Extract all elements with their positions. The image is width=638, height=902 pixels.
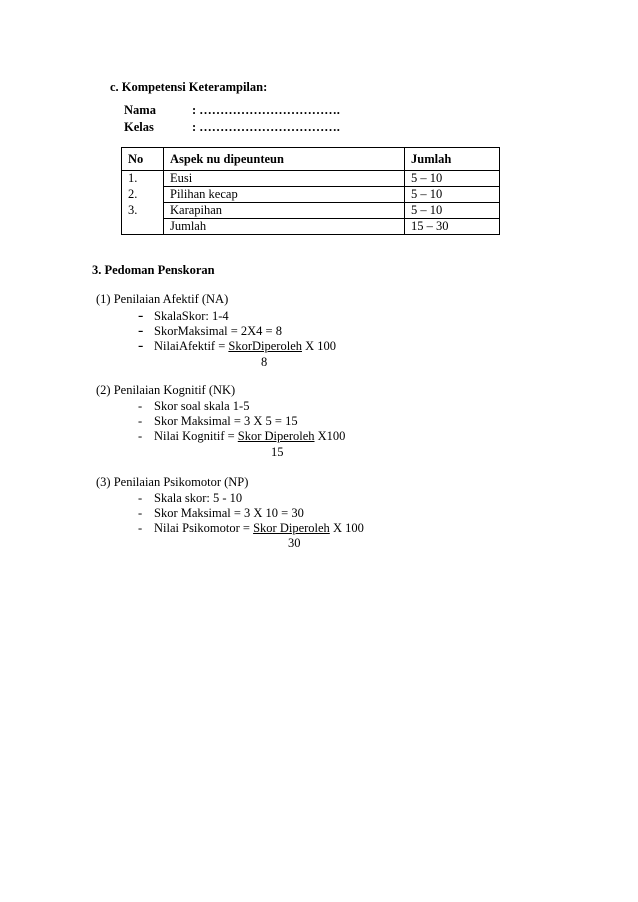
np-formula-prefix: Nilai Psikomotor = — [154, 521, 254, 535]
header-aspek: Aspek nu dipeunteun — [164, 148, 405, 171]
cell-no: 1. — [122, 171, 164, 187]
section-3-heading: 3. Pedoman Penskoran — [92, 263, 215, 277]
list-item: - Nilai Psikomotor = Skor Diperoleh X 100 — [138, 521, 364, 535]
np-formula-suffix: X 100 — [329, 521, 364, 535]
nk-title: (2) Penilaian Kognitif (NK) — [96, 383, 236, 397]
na-formula-numerator: SkorDiperoleh — [228, 339, 302, 353]
cell-aspek: Eusi — [164, 171, 405, 187]
header-jumlah: Jumlah — [405, 148, 500, 171]
table-total-row — [122, 219, 500, 235]
list-item: - SkorMaksimal = 2X4 = 8 — [138, 322, 282, 339]
np-title: (3) Penilaian Psikomotor (NP) — [96, 475, 249, 489]
kelas-label: Kelas — [124, 120, 154, 134]
na-formula-prefix: NilaiAfektif = — [154, 339, 229, 353]
nk-formula-numerator: Skor Diperoleh — [237, 429, 315, 443]
list-item: - Skor soal skala 1-5 — [138, 399, 250, 413]
na-formula-suffix: X 100 — [302, 339, 337, 353]
cell-no: 2. — [122, 187, 164, 203]
cell-aspek: Karapihan — [164, 203, 405, 219]
list-item: - Skala skor: 5 - 10 — [138, 491, 243, 505]
nk-formula-prefix: Nilai Kognitif = — [154, 429, 238, 443]
cell-jumlah: 15 – 30 — [405, 219, 500, 235]
cell-no — [122, 219, 164, 235]
nama-value: : ……………………………. — [192, 103, 340, 117]
header-no: No — [122, 148, 164, 171]
na-list — [138, 308, 336, 353]
list-item: - SkalaSkor: 1-4 — [138, 307, 229, 324]
np-formula-denominator: 30 — [288, 536, 301, 550]
cell-jumlah: 5 – 10 — [405, 187, 500, 203]
list-item: - Nilai Kognitif = Skor Diperoleh X100 — [138, 429, 346, 443]
cell-aspek: Pilihan kecap — [164, 187, 405, 203]
nama-label: Nama — [124, 103, 156, 117]
nk-list — [138, 399, 345, 444]
na-formula-denominator: 8 — [261, 355, 268, 369]
list-item: - Skor Maksimal = 3 X 10 = 30 — [138, 506, 304, 520]
np-list — [138, 491, 364, 536]
nk-formula-suffix: X100 — [314, 429, 346, 443]
kelas-value: : ……………………………. — [192, 120, 340, 134]
np-formula-numerator: Skor Diperoleh — [253, 521, 330, 535]
cell-no: 3. — [122, 203, 164, 219]
na-title: (1) Penilaian Afektif (NA) — [96, 292, 229, 306]
list-item: - NilaiAfektif = SkorDiperoleh X 100 — [138, 337, 337, 354]
cell-jumlah: 5 – 10 — [405, 171, 500, 187]
nk-formula-denominator: 15 — [271, 445, 284, 459]
list-item: - Skor Maksimal = 3 X 5 = 15 — [138, 414, 298, 428]
assessment-table — [121, 147, 500, 235]
cell-aspek: Jumlah — [164, 219, 405, 235]
table-row — [122, 187, 500, 203]
table-row — [122, 203, 500, 219]
table-header-row — [122, 148, 500, 171]
cell-jumlah: 5 – 10 — [405, 203, 500, 219]
section-c-heading: c. Kompetensi Keterampilan: — [110, 80, 268, 94]
table-row — [122, 171, 500, 187]
